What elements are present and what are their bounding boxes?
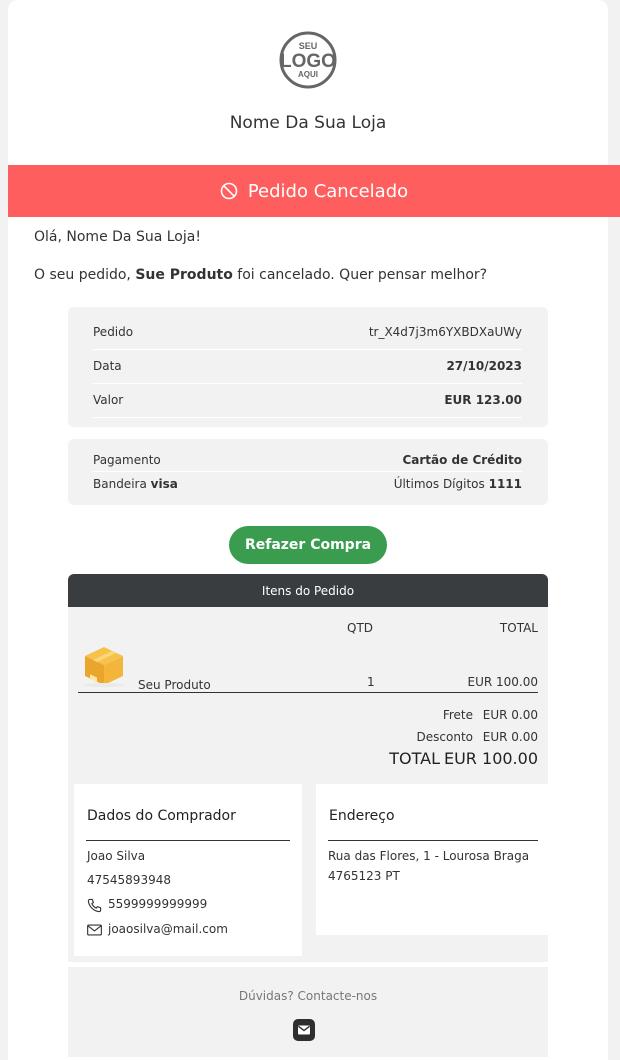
qty-header: QTD xyxy=(347,621,374,635)
item-total: EUR 100.00 xyxy=(467,675,538,689)
redo-purchase-button[interactable]: Refazer Compra xyxy=(229,526,387,564)
discount-label: Desconto xyxy=(416,730,473,744)
phone-icon xyxy=(87,898,102,913)
store-logo xyxy=(278,30,338,90)
buyer-panel xyxy=(74,784,302,956)
email-card xyxy=(8,0,608,1060)
order-date: 27/10/2023 xyxy=(446,359,522,373)
item-qty: 1 xyxy=(367,675,375,689)
message-text-end: foi cancelado. Quer pensar melhor? xyxy=(232,267,488,283)
order-id: tr_X4d7j3m6YXBDXaUWy xyxy=(368,325,522,339)
brand-label: Bandeira xyxy=(93,477,147,491)
buyer-email[interactable]: joaosilva@mail.com xyxy=(108,922,228,936)
store-name: Nome Da Sua Loja xyxy=(229,113,387,133)
cancel-icon xyxy=(220,182,238,200)
items-section xyxy=(68,607,548,962)
svg-text:LOGO: LOGO xyxy=(280,51,336,72)
address-panel xyxy=(316,784,550,935)
mail-icon[interactable] xyxy=(293,1019,315,1041)
buyer-title: Dados do Comprador xyxy=(87,808,236,824)
card-row xyxy=(93,477,522,496)
payment-label: Pagamento xyxy=(93,453,161,467)
footer xyxy=(68,967,548,1057)
order-summary xyxy=(68,307,548,427)
date-label: Data xyxy=(93,359,122,373)
email-icon xyxy=(87,924,102,936)
contact-text: Dúvidas? Contacte-nos xyxy=(238,989,378,1003)
digits-value: 1111 xyxy=(488,477,522,491)
svg-text:SEU: SEU xyxy=(298,41,318,51)
card-brand xyxy=(93,477,178,496)
payment-method: Cartão de Crédito xyxy=(402,453,522,467)
buyer-divider xyxy=(86,840,290,841)
address-title: Endereço xyxy=(329,808,395,824)
buyer-doc: 47545893948 xyxy=(87,873,171,887)
discount-value: EUR 0.00 xyxy=(482,730,538,744)
item-name: Seu Produto xyxy=(138,678,211,692)
digits-label: Últimos Dígitos xyxy=(393,477,485,491)
cancel-message xyxy=(34,267,487,283)
brand-value: visa xyxy=(150,477,178,491)
status-label: Pedido Cancelado xyxy=(247,180,409,202)
grand-total-value: EUR 100.00 xyxy=(443,749,538,768)
shipping-value: EUR 0.00 xyxy=(482,708,538,722)
card-digits xyxy=(394,477,522,496)
address-divider xyxy=(328,840,538,841)
payment-row xyxy=(93,453,522,472)
message-text: O seu pedido, xyxy=(34,267,136,283)
message-product: Sue Produto xyxy=(135,267,233,283)
order-label: Pedido xyxy=(93,325,134,339)
items-header: Itens do Pedido xyxy=(68,574,548,607)
order-value: EUR 123.00 xyxy=(444,393,522,407)
shipping-label: Frete xyxy=(442,708,473,722)
order-row xyxy=(93,393,522,418)
buyer-phone: 5599999999999 xyxy=(108,897,208,911)
order-row xyxy=(93,359,522,384)
order-row xyxy=(93,325,522,350)
box-icon xyxy=(81,643,127,689)
svg-text:AQUI: AQUI xyxy=(298,70,318,79)
grand-total-label: TOTAL xyxy=(389,749,440,768)
status-banner xyxy=(8,165,620,217)
total-header: TOTAL xyxy=(499,621,538,635)
payment-summary xyxy=(68,439,548,505)
value-label: Valor xyxy=(93,393,124,407)
address-line2: 4765123 PT xyxy=(328,869,400,883)
address-line1: Rua das Flores, 1 - Lourosa Braga xyxy=(328,849,530,863)
buyer-name: Joao Silva xyxy=(87,849,146,863)
greeting: Olá, Nome Da Sua Loja! xyxy=(34,229,201,245)
items-divider xyxy=(78,692,538,693)
